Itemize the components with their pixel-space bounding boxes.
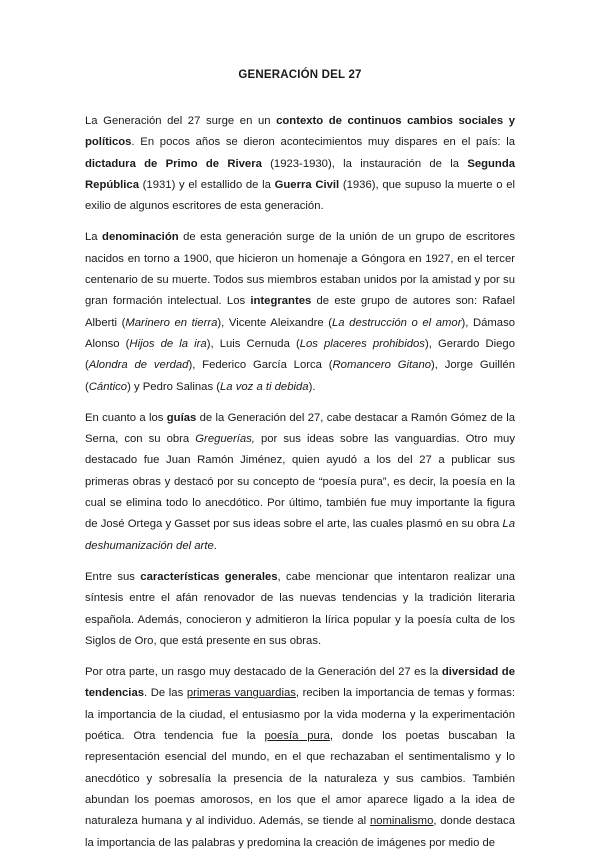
work-title: La voz a ti debida: [220, 380, 309, 393]
paragraph-tendencias: [85, 662, 515, 854]
text-run: ), Vicente Aleixandre (: [217, 316, 333, 329]
text-run: de este grupo de autores son: Rafael Alberti (: [85, 295, 515, 329]
bold-term: Segunda República: [85, 157, 516, 191]
paragraph-guias: [85, 408, 515, 557]
text-run: (1923-1930), la instauración de la: [261, 157, 468, 170]
text-run: ).: [308, 380, 316, 393]
underlined-term: primeras vanguardias: [186, 687, 296, 700]
text-run: , reciben la importancia de temas y formas: la importancia de la ciudad, el entusiasmo por la vida moderna y la experimentación poética. Otra tendencia fue la: [85, 687, 515, 743]
bold-term: características generales: [140, 570, 278, 583]
work-title: La destrucción o el amor: [332, 316, 462, 329]
text-run: por sus ideas sobre las vanguardias. Otro muy destacado fue Juan Ramón Jiménez, quien ayudó a los del 27 a publicar sus primeras obras y destacó por su concepto de “poesía pura”, es decir, la poesía en la cual se elimina todo lo anecdótico. Por último, también fue muy importante la figura de José Ortega y Gasset por sus ideas sobre el arte, las cuales plasmó en su obra: [85, 433, 515, 531]
bold-term: contexto de continuos cambios sociales y políticos: [85, 115, 515, 149]
work-title: Los placeres prohibidos: [299, 337, 425, 350]
text-run: .: [213, 539, 217, 552]
text-run: ), Jorge Guillén (: [85, 359, 515, 393]
text-run: de esta generación surge de la unión de un grupo de escritores nacidos en torno a 1900, que hicieron un homenaje a Góngora en 1927, en el tercer centenario de su muerte. Todos sus miembros estaban unidos por la amistad y por su gran formación intelectual. Los: [85, 231, 515, 308]
bold-term: guías: [166, 411, 197, 424]
work-title: Cántico: [88, 380, 128, 393]
bold-term: integrantes: [250, 295, 312, 308]
bold-term: diversidad de tendencias: [85, 666, 515, 700]
paragraph-caracteristicas: [85, 567, 515, 652]
bold-term: dictadura de Primo de Rivera: [85, 157, 262, 170]
paragraph-context: [85, 111, 515, 217]
work-title: Romancero Gitano: [332, 359, 432, 372]
bold-term: denominación: [102, 231, 179, 244]
text-run: La Generación del 27 surge en un: [85, 115, 277, 127]
text-run: La: [85, 231, 103, 244]
text-run: , cabe mencionar que intentaron realizar una síntesis entre el afán renovador de las nuevas tendencias y la tradición literaria española. Además, conocieron y admitieron la lírica popular y la poesía culta de los Siglos de Oro, que está presente en sus obras.: [85, 570, 516, 647]
work-title: La deshumanización del arte: [85, 518, 515, 552]
underlined-term: poesía pura: [264, 730, 330, 743]
text-run: ), Luis Cernuda (: [206, 337, 300, 350]
text-run: Por otra parte, un rasgo muy destacado de la Generación del 27 es la: [85, 666, 442, 679]
text-run: ), Dámaso Alonso (: [85, 316, 516, 350]
underlined-term: nominalismo: [369, 815, 434, 828]
text-run: En cuanto a los: [85, 411, 167, 424]
text-run: Entre sus: [85, 570, 141, 583]
text-run: , donde destaca la importancia de las palabras y predomina la creación de imágenes por medio de: [85, 815, 515, 849]
document-body: [85, 111, 515, 864]
text-run: (1931) y el estallido de la: [139, 178, 275, 191]
work-title: Greguerías,: [195, 433, 255, 446]
text-run: de la Generación del 27, cabe destacar a Ramón Gómez de la Serna, con su obra: [85, 411, 515, 446]
text-run: ), Gerardo Diego (: [85, 337, 515, 372]
work-title: Alondra de verdad: [88, 359, 189, 372]
page-title: GENERACIÓN DEL 27: [238, 69, 362, 81]
text-run: ) y Pedro Salinas (: [127, 380, 221, 393]
text-run: . En pocos años se dieron acontecimientos muy dispares en el país: la: [131, 136, 515, 149]
text-run: (1936), que supuso la muerte o el exilio de algunos escritores de esta generación.: [85, 178, 515, 213]
text-run: ), Federico García Lorca (: [188, 359, 333, 372]
work-title: Hijos de la ira: [129, 337, 207, 350]
text-run: . De las: [144, 687, 187, 700]
bold-term: Guerra Civil: [274, 178, 340, 191]
text-run: , donde los poetas buscaban la representación esencial del mundo, en el que rechazaban el sentimentalismo y lo anecdótico y sobresalía la presencia de la naturaleza y sus cambios. También abundan los poemas amorosos, en los que el amor aparece ligado a la idea de naturaleza humana y al individuo. Además, se tiende al: [85, 730, 515, 828]
paragraph-denominacion: [85, 227, 515, 397]
work-title: Marinero en tierra: [125, 316, 218, 329]
